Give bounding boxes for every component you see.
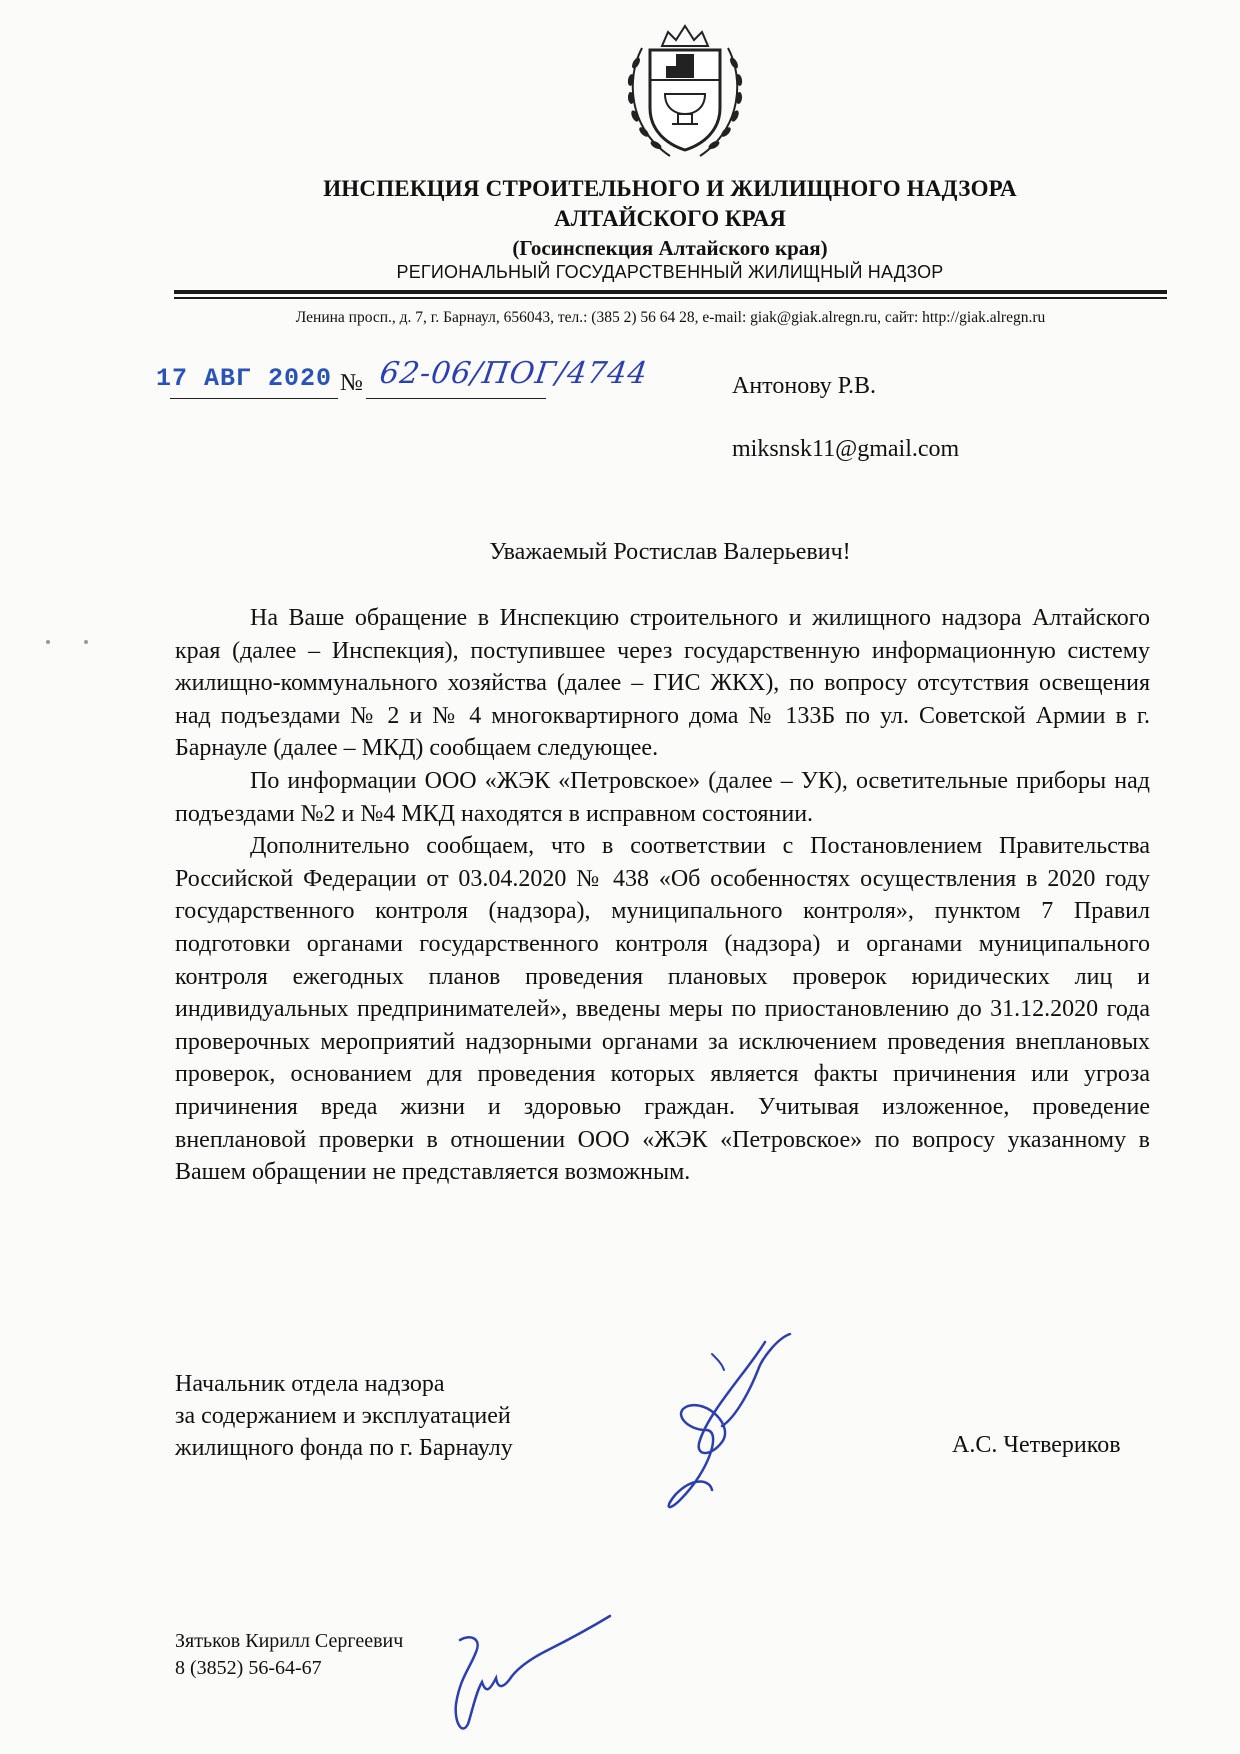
header-rule-thin	[174, 297, 1167, 299]
executor-initials-signature	[440, 1612, 620, 1742]
executor-info	[175, 1628, 403, 1682]
addressee-name: Антонову Р.В.	[732, 373, 877, 399]
signatory-title-line: жилищного фонда по г. Барнаулу	[175, 1435, 513, 1461]
number-label: №	[340, 370, 363, 396]
org-name-line1: ИНСПЕКЦИЯ СТРОИТЕЛЬНОГО И ЖИЛИЩНОГО НАДЗОРА	[323, 176, 1017, 201]
addressee-email: miksnsk11@gmail.com	[732, 436, 960, 462]
executor-phone: 8 (3852) 56-64-67	[175, 1657, 322, 1679]
signatory-title	[175, 1368, 513, 1464]
letter-body	[175, 602, 1150, 1189]
body-paragraph: Дополнительно сообщаем, что в соответствии с Постановлением Правительства Российской Федерации от 03.04.2020 № 438 «Об особенностях осуществления в 2020 году государственного контроля (надзора), муниципального контроля», пунктом 7 Правил подготовки органами государственного контроля (надзора) и органами муниципального контроля ежегодных планов проведения плановых проверок юридических лиц и индивидуальных предпринимателей», введены меры по приостановлению до 31.12.2020 года проверочных мероприятий надзорными органами за исключением проведения внеплановых проверок, основанием для проведения которых является факты причинения или угроза причинения вреда жизни и здоровью граждан. Учитывая изложенное, проведение внеплановой проверки в отношении ООО «ЖЭК «Петровское» по вопросу указанному в Вашем обращении не представляется возможным.	[175, 833, 1150, 1186]
header-rule-thick	[174, 290, 1167, 294]
registration-number: 62-06/ПОГ/4744	[377, 356, 651, 391]
body-paragraph: По информации ООО «ЖЭК «Петровское» (далее – УК), осветительные приборы над подъездами №2 и №4 МКД находятся в исправном состоянии.	[175, 767, 1150, 827]
signatory-title-line: за содержанием и эксплуатацией	[175, 1403, 511, 1429]
date-underline	[170, 398, 338, 399]
signatory-title-line: Начальник отдела надзора	[175, 1371, 445, 1397]
greeting: Уважаемый Ростислав Валерьевич!	[489, 539, 851, 565]
org-contacts: Ленина просп., д. 7, г. Барнаул, 656043, тел.: (385 2) 56 64 28, e-mail: giak@giak.alregn.ru, сайт: http://giak.alregn.ru	[295, 309, 1046, 326]
scan-speck	[84, 640, 88, 644]
org-department: РЕГИОНАЛЬНЫЙ ГОСУДАРСТВЕННЫЙ ЖИЛИЩНЫЙ НАДЗОР	[396, 262, 944, 282]
date-stamp: 17 АВГ 2020	[156, 364, 333, 393]
body-paragraph: На Ваше обращение в Инспекцию строительного и жилищного надзора Алтайского края (далее – Инспекция), поступившее через государственную информационную систему жилищно-коммунального хозяйства (далее – ГИС ЖКХ), по вопросу отсутствия освещения над подъездами № 2 и № 4 многоквартирного дома № 133Б по ул. Советской Армии в г. Барнауле (далее – МКД) сообщаем следующее.	[175, 605, 1150, 762]
handwritten-signature	[650, 1330, 810, 1520]
number-underline	[366, 398, 546, 399]
scan-speck	[46, 640, 50, 644]
executor-name: Зятьков Кирилл Сергеевич	[175, 1630, 404, 1652]
signatory-name: А.С. Четвериков	[952, 1432, 1121, 1458]
org-short-name: (Госинспекция Алтайского края)	[512, 236, 828, 260]
altai-krai-coat-of-arms-icon	[620, 18, 750, 168]
org-name-line2: АЛТАЙСКОГО КРАЯ	[554, 206, 786, 231]
